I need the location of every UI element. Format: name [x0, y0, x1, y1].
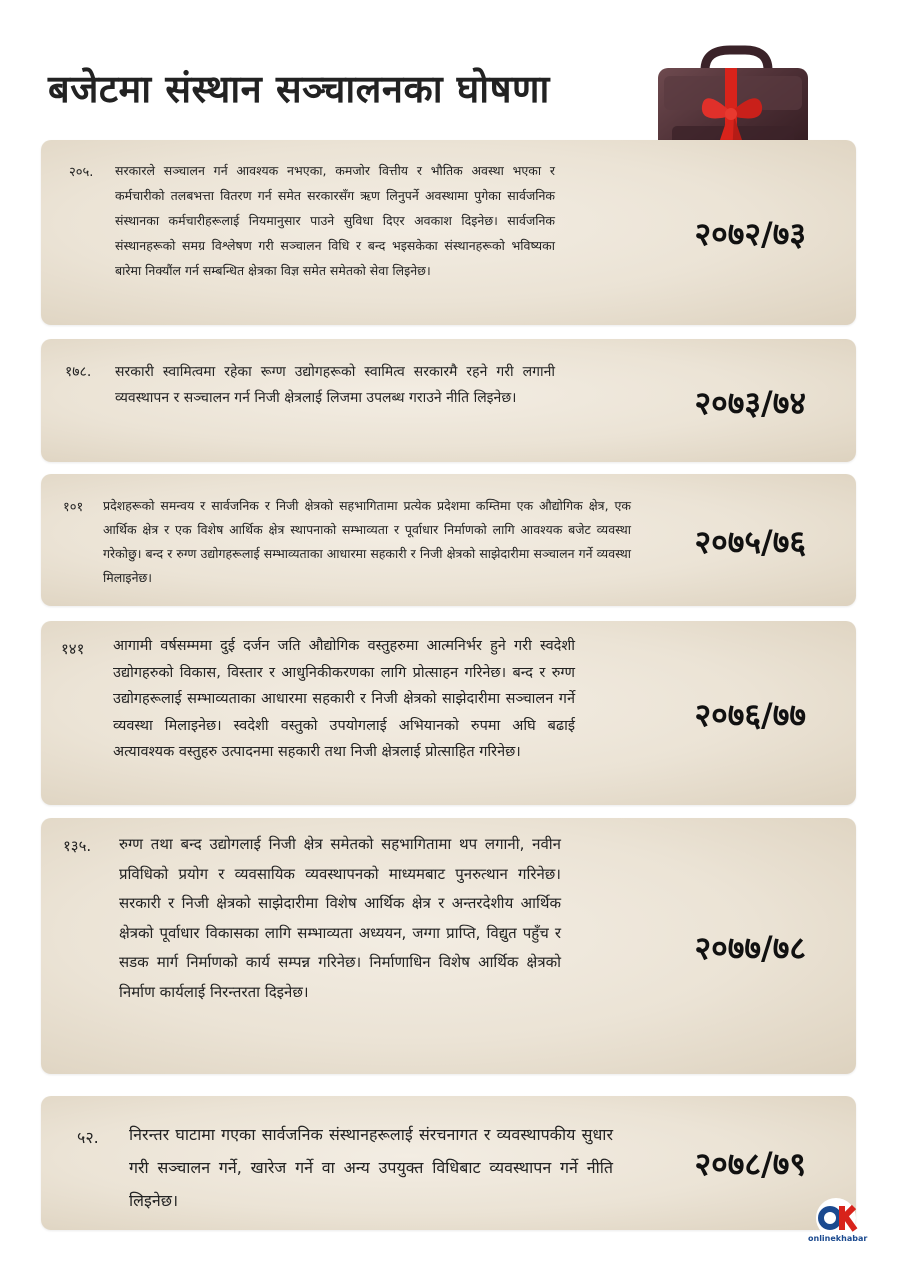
budget-card: [41, 339, 856, 462]
logo-brand-text: onlinekhabar: [808, 1234, 868, 1243]
item-text: निरन्तर घाटामा गएका सार्वजनिक संस्थानहरूलाई संरचनागत र व्यवस्थापकीय सुधार गरी सञ्चालन गर्ने, खारेज गर्ने वा अन्य उपयुक्त विधिबाट व्यवस्थापन गर्ने नीति लिइनेछ।: [129, 1125, 613, 1210]
budget-card: [41, 474, 856, 606]
budget-card: [41, 1096, 856, 1230]
item-text: सरकारी स्वामित्वमा रहेका रूग्ण उद्योगहरूको स्वामित्व सरकारमै रहने गरी लगानी व्यवस्थापन र सञ्चालन गर्न निजी क्षेत्रलाई लिजमा उपलब्ध गराउने नीति लिइनेछ।: [115, 364, 555, 406]
budget-card: [41, 140, 856, 325]
budget-card: [41, 818, 856, 1074]
item-text: सरकारले सञ्चालन गर्न आवश्यक नभएका, कमजोर वित्तीय र भौतिक अवस्था भएका र कर्मचारीको तलबभत्ता वितरण गर्न समेत सरकारसँग ऋण लिनुपर्ने अवस्थामा पुगेका सार्वजनिक संस्थानका कर्मचारीहरूलाई नियमानुसार पाउने सुविधा दिएर अवकाश दिइनेछ। सार्वजनिक संस्थानहरूको समग्र विश्लेषण गरी सञ्चालन विधि र बन्द भइसकेका संस्थानहरूको भविष्यका बारेमा निक्यौंल गर्न सम्बन्धित क्षेत्रका विज्ञ समेत समेतको सेवा लिइनेछ।: [115, 163, 555, 278]
fiscal-year: २०७२/७३: [694, 215, 806, 253]
item-text: प्रदेशहरूको समन्वय र सार्वजनिक र निजी क्षेत्रको सहभागितामा प्रत्येक प्रदेशमा कम्तिमा एक औद्योगिक क्षेत्र, एक आर्थिक क्षेत्र र एक विशेष आर्थिक क्षेत्र स्थापनाको सम्भाव्यता र पूर्वाधार निर्माणको लागि आवश्यक बजेट व्यवस्था गरेकोछु। बन्द र रुग्ण उद्योगहरूलाई सम्भाव्यताका आधारमा सहकारी र निजी क्षेत्रको साझेदारीमा सञ्चालन गर्ने व्यवस्था मिलाइनेछ।: [103, 498, 631, 585]
fiscal-year: २०७५/७६: [694, 523, 806, 561]
item-text: आगामी वर्षसम्ममा दुई दर्जन जति औद्योगिक वस्तुहरुमा आत्मनिर्भर हुने गरी स्वदेशी उद्योगहरुको विकास, विस्तार र आधुनिकीकरणका लागि प्रोत्साहन गरिनेछ। बन्द र रुग्ण उद्योगहरूलाई सम्भाव्यताका आधारमा सहकारी र निजी क्षेत्रको साझेदारीमा सञ्चालन गर्ने व्यवस्था मिलाइनेछ। स्वदेशी वस्तुको उपयोगलाई अभियानको रुपमा अघि बढाई अत्यावश्यक वस्तुहरु उत्पादनमा सहकारी तथा निजी क्षेत्रलाई प्रोत्साहित गरिनेछ।: [113, 638, 575, 760]
item-text: रुग्ण तथा बन्द उद्योगलाई निजी क्षेत्र समेतको सहभागितामा थप लगानी, नवीन प्रविधिको प्रयोग र व्यवसायिक व्यवस्थापनको माध्यमबाट पुनरुत्थान गरिनेछ। सरकारी र निजी क्षेत्रको साझेदारीमा विशेष आर्थिक क्षेत्र र अन्तरदेशीय आर्थिक क्षेत्रको पूर्वाधार विकासका लागि सम्भाव्यता अध्ययन, जग्गा प्राप्ति, विद्युत पहुँच र सडक मार्ग निर्माणको कार्य सम्पन्न गरिनेछ। निर्माणाधिन विशेष आर्थिक क्षेत्रको निर्माण कार्यलाई निरन्तरता दिइनेछ।: [119, 835, 561, 1001]
page-title: बजेटमा संस्थान सञ्चालनका घोषणा: [48, 67, 550, 111]
fiscal-year: २०७७/७८: [694, 929, 806, 967]
fiscal-year: २०७३/७४: [694, 384, 806, 422]
item-number: १३५.: [63, 837, 92, 855]
item-number: २०५.: [69, 165, 94, 180]
item-number: १०१: [63, 500, 84, 515]
item-number: १४१: [61, 640, 85, 658]
item-number: १७८.: [65, 364, 92, 380]
budget-card: [41, 621, 856, 805]
ok-mark-icon: [818, 1202, 858, 1234]
fiscal-year: २०७८/७९: [694, 1145, 806, 1183]
fiscal-year: २०७६/७७: [694, 696, 806, 734]
onlinekhabar-logo[interactable]: [806, 1190, 880, 1252]
item-number: ५२.: [77, 1128, 99, 1147]
